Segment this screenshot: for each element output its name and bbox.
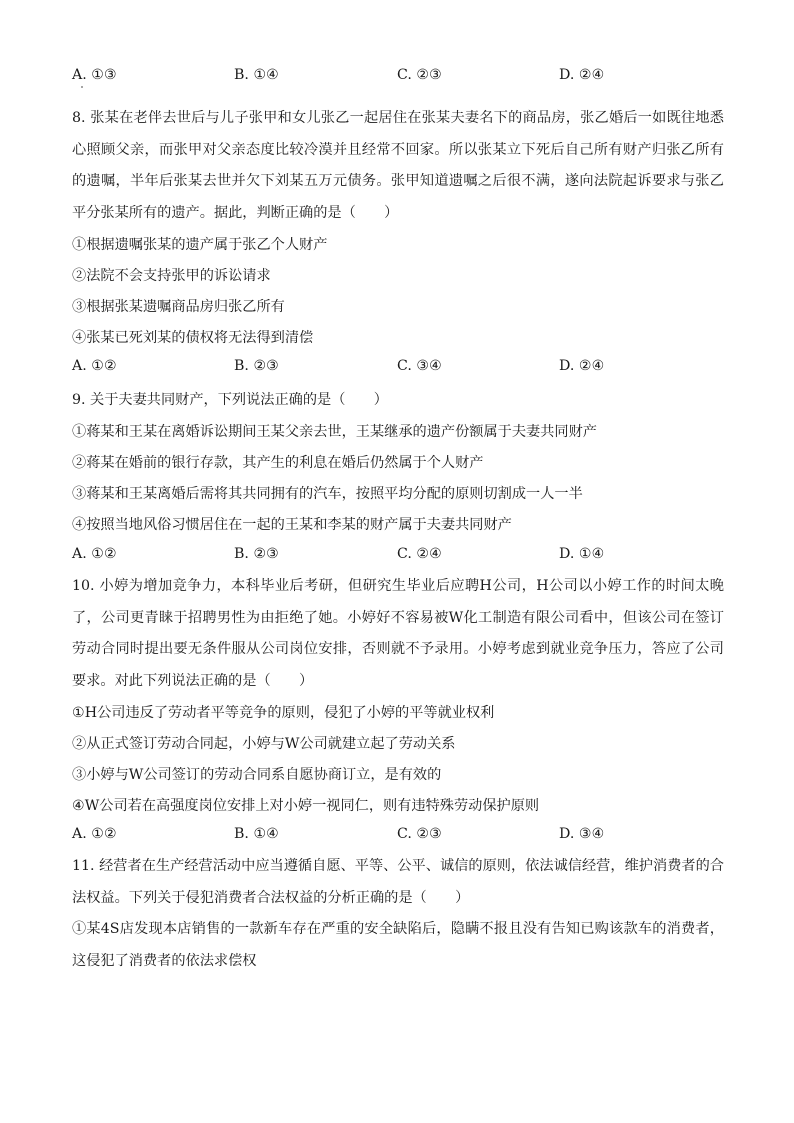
q8-option-b: B. ②③ (234, 358, 279, 374)
q10-item-1: ①H公司违反了劳动者平等竞争的原则，侵犯了小婷的平等就业权利 (72, 705, 495, 721)
q7-option-d: D. ②④ (559, 67, 605, 83)
q9-item-4: ④按照当地风俗习惯居住在一起的王某和李某的财产属于夫妻共同财产 (72, 517, 512, 533)
q9-option-b: B. ②③ (234, 546, 279, 562)
q7-option-b: B. ①④ (234, 67, 279, 83)
stray-dot (81, 86, 83, 88)
q10-stem: 10. 小婷为增加竞争力，本科毕业后考研，但研究生毕业后应聘H公司，H公司以小婷工作的时间太晚了，公司更青睐于招聘男性为由拒绝了她。小婷好不容易被W化工制造有限公司看中，但该公司在签订劳动合同时提出要无条件服从公司岗位安排，否则就不予录用。小婷考虑到就业竞争压力，答应了公司要求。对此下列说法正确的是（ ） (72, 578, 724, 689)
q9-option-c: C. ②④ (397, 546, 442, 562)
q10-option-b: B. ①④ (234, 826, 279, 842)
q8-item-2: ②法院不会支持张甲的诉讼请求 (72, 268, 271, 284)
q8-option-c: C. ③④ (397, 358, 442, 374)
q9-option-a: A. ①② (72, 546, 117, 562)
q11-item-1: ①某4S店发现本店销售的一款新车存在严重的安全缺陷后，隐瞒不报且没有告知已购该款车的消费者，这侵犯了消费者的依法求偿权 (72, 921, 724, 969)
q8-item-1: ①根据遗嘱张某的遗产属于张乙个人财产 (72, 237, 328, 253)
q10-options (72, 826, 724, 848)
q10-option-a: A. ①② (72, 826, 117, 842)
q9-stem: 9. 关于夫妻共同财产，下列说法正确的是（ ） (72, 392, 388, 408)
q9-item-2: ②蒋某在婚前的银行存款，其产生的利息在婚后仍然属于个人财产 (72, 455, 484, 471)
q8-options (72, 358, 724, 380)
q9-option-d: D. ①④ (559, 546, 605, 562)
q9-options (72, 546, 724, 568)
q11-stem: 11. 经营者在生产经营活动中应当遵循自愿、平等、公平、诚信的原则，依法诚信经营，维护消费者的合法权益。下列关于侵犯消费者合法权益的分析正确的是（ ） (72, 858, 724, 906)
q8-stem: 8. 张某在老伴去世后与儿子张甲和女儿张乙一起居住在张某夫妻名下的商品房，张乙婚后一如既往地悉心照顾父亲，而张甲对父亲态度比较冷漠并且经常不回家。所以张某立下死后自己所有财产归张乙所有的遗嘱，半年后张某去世并欠下刘某五万元债务。张甲知道遗嘱之后很不满，遂向法院起诉要求与张乙平分张某所有的遗产。据此，判断正确的是（ ） (72, 110, 724, 221)
q7-option-a: A. ①③ (72, 67, 117, 83)
q9-item-3: ③蒋某和王某离婚后需将其共同拥有的汽车，按照平均分配的原则切割成一人一半 (72, 486, 583, 502)
q10-option-c: C. ②③ (397, 826, 442, 842)
q7-options (72, 67, 724, 89)
q10-item-4: ④W公司若在高强度岗位安排上对小婷一视同仁，则有违特殊劳动保护原则 (72, 798, 540, 814)
q7-option-c: C. ②③ (397, 67, 442, 83)
q8-item-3: ③根据张某遗嘱商品房归张乙所有 (72, 299, 285, 315)
q10-item-3: ③小婷与W公司签订的劳动合同系自愿协商订立，是有效的 (72, 767, 442, 783)
q8-option-d: D. ②④ (559, 358, 605, 374)
q8-item-4: ④张某已死刘某的债权将无法得到清偿 (72, 330, 314, 346)
q10-item-2: ②从正式签订劳动合同起，小婷与W公司就建立起了劳动关系 (72, 736, 456, 752)
q9-item-1: ①蒋某和王某在离婚诉讼期间王某父亲去世，王某继承的遗产份额属于夫妻共同财产 (72, 424, 597, 440)
q8-option-a: A. ①② (72, 358, 117, 374)
q10-option-d: D. ③④ (559, 826, 605, 842)
